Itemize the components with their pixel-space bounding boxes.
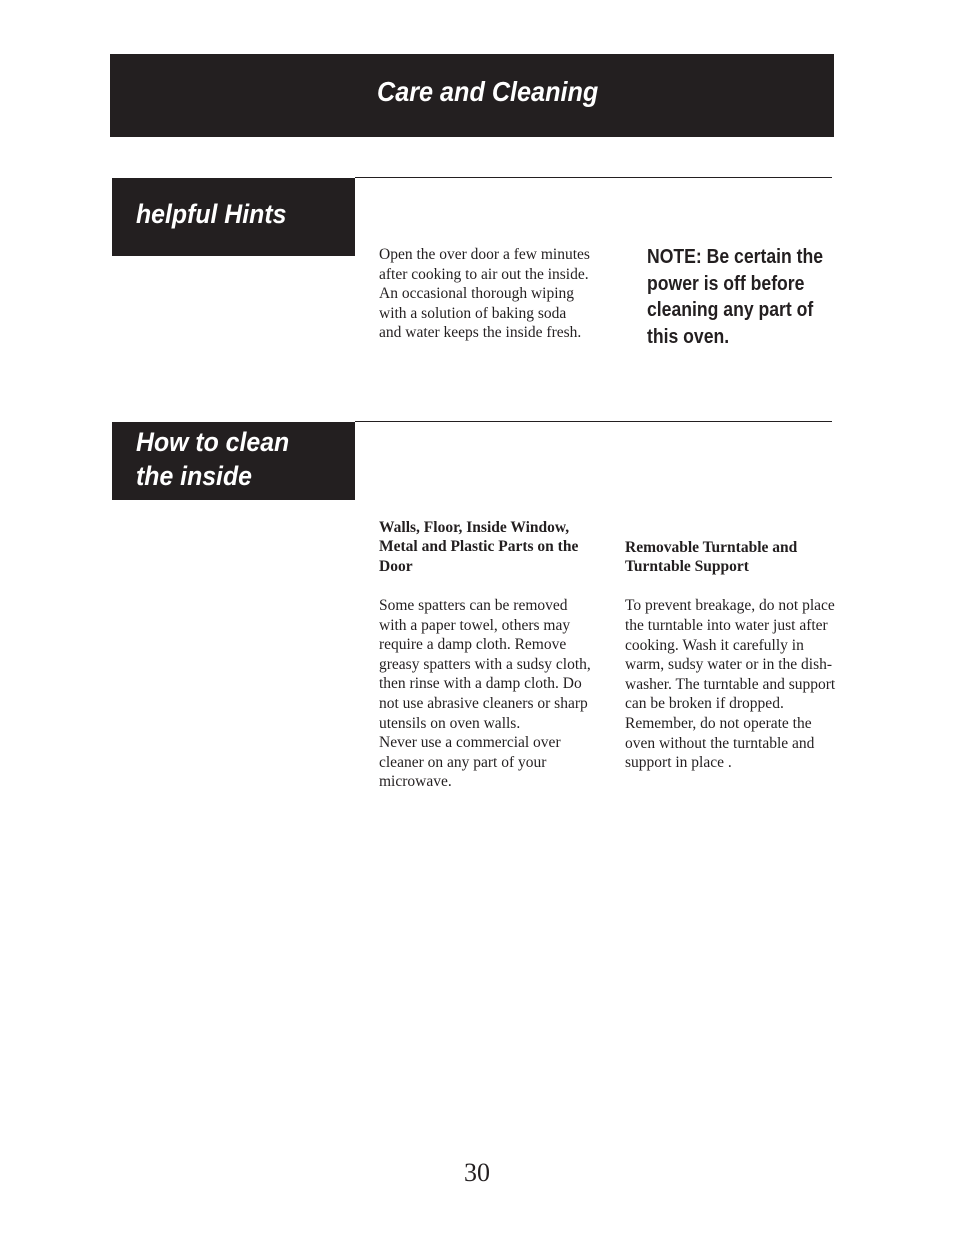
walls-column bbox=[379, 498, 619, 812]
turntable-column bbox=[625, 518, 865, 792]
walls-heading: Walls, Floor, Inside Window, Metal and Plastic Parts on the Door bbox=[379, 518, 579, 575]
page-number: 30 bbox=[464, 1158, 490, 1187]
how-to-clean-heading-box bbox=[112, 422, 355, 500]
page-title: Care and Cleaning bbox=[377, 76, 599, 107]
helpful-hints-divider bbox=[355, 177, 832, 178]
how-to-clean-divider bbox=[355, 421, 832, 422]
helpful-hints-body: Open the over door a few minutes after cooking to air out the inside. An occasional thorough wiping with a solution of baking soda and water keeps the inside fresh. bbox=[379, 246, 590, 342]
power-off-note: NOTE: Be certain the power is off before cleaning any part of this oven. bbox=[647, 246, 824, 348]
turntable-body: To prevent breakage, do not place the turntable into water just after cooking. Wash it carefully in warm, sudsy water or in the dish- washer. The turntable and support can be broken if dropped. Remember, do not operate the oven without the turntable and support in place . bbox=[625, 597, 836, 772]
how-to-clean-title: How to clean the inside bbox=[136, 427, 290, 491]
walls-body: Some spatters can be removed with a paper towel, others may require a damp cloth. Remove greasy spatters with a sudsy cloth, then rinse with a damp cloth. Do not use abrasive cleaners or sharp utensils on oven walls. Never use a commercial over cleaner on any part of your microwave. bbox=[379, 596, 591, 791]
helpful-hints-title: helpful Hints bbox=[136, 199, 287, 229]
helpful-hints-heading-box bbox=[112, 178, 355, 256]
turntable-heading: Removable Turntable and Turntable Support bbox=[625, 538, 798, 576]
page-header-bar bbox=[110, 54, 834, 137]
